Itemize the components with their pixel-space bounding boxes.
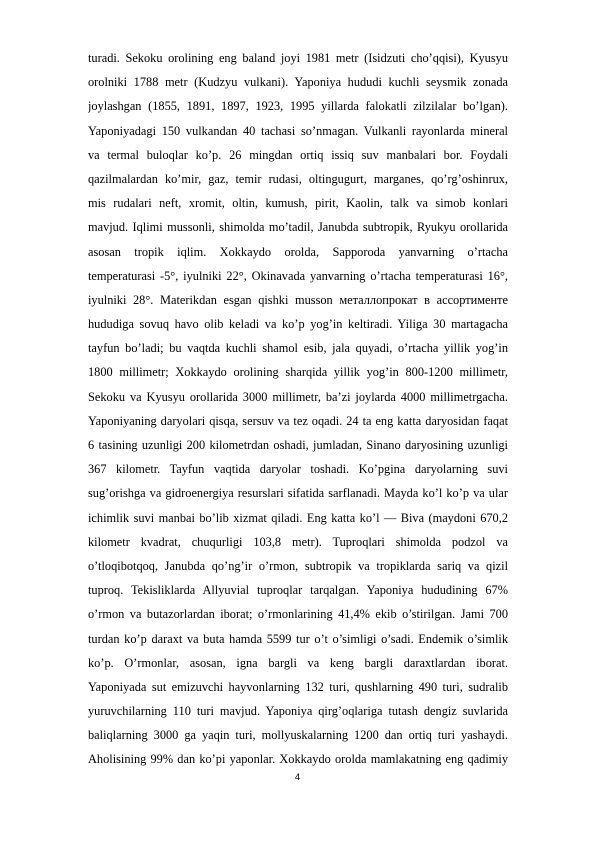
text-line: tuproq. Tekisliklarda Allyuvial tuproqlar tarqalgan. Yaponiya hududining 67%: [88, 583, 508, 598]
text-line: o’rmon va butazorlardan iborat; o’rmonlarining 41,4% ekib o’stirilgan. Jami 700: [88, 607, 508, 622]
text-line: qazilmalardan ko’mir, gaz, temir rudasi, oltingugurt, marganes, qo’rg’oshinrux,: [88, 171, 508, 186]
page-number: 4: [294, 772, 301, 783]
text-line: orolniki 1788 metr (Kudzyu vulkani). Yaponiya hududi kuchli seysmik zonada: [88, 75, 508, 90]
text-line: 1800 millimetr; Xokkaydo orolining sharqida yillik yog’in 800-1200 millimetr,: [88, 365, 508, 380]
text-line: yuruvchilarning 110 turi mavjud. Yaponiya qirg’oqlariga tutash dengiz suvlarida: [88, 704, 508, 719]
text-line: hududiga sovuq havo olib keladi va ko’p yog’in keltiradi. Yiliga 30 martagacha: [88, 317, 508, 332]
text-line: iyulniki 28°. Materikdan esgan qishki musson металлопрокат в ассортименте: [88, 292, 508, 307]
text-line: Sekoku va Kyusyu orollarida 3000 millimetr, ba’zi joylarda 4000 millimetrgacha.: [88, 389, 508, 404]
text-line: sug’orishga va gidroenergiya resurslari sifatida sarflanadi. Mayda ko’l ko’p va ular: [88, 486, 508, 501]
text-line: joylashgan (1855, 1891, 1897, 1923, 1995 yillarda falokatli zilzilalar bo’lgan).: [88, 99, 508, 114]
text-line: temperaturasi -5°, iyulniki 22°, Okinavada yanvarning o’rtacha temperaturasi 16°,: [88, 268, 508, 283]
text-line: va termal buloqlar ko’p. 26 mingdan ortiq issiq suv manbalari bor. Foydali: [88, 147, 508, 162]
text-line: mavjud. Iqlimi mussonli, shimolda mo’tadil, Janubda subtropik, Ryukyu orollarida: [88, 220, 508, 235]
text-line: ko’p. O’rmonlar, asosan, igna bargli va keng bargli daraxtlardan iborat.: [88, 655, 508, 670]
text-line: Aholisining 99% dan ko’pi yaponlar. Xokkaydo orolda mamlakatning eng qadimiy: [88, 752, 508, 767]
text-line: 6 tasining uzunligi 200 kilometrdan oshadi, jumladan, Sinano daryosining uzunligi: [88, 438, 508, 452]
text-line: turdan ko’p daraxt va buta hamda 5599 tur o’t o’simligi o’sadi. Endemik o’simlik: [88, 631, 508, 646]
text-line: ichimlik suvi manbai bo’lib xizmat qiladi. Eng katta ko’l — Biva (maydoni 670,2: [88, 510, 508, 525]
text-line: Yaponiyada sut emizuvchi hayvonlarning 132 turi, qushlarning 490 turi, sudralib: [88, 679, 508, 694]
text-line: asosan tropik iqlim. Xokkaydo orolda, Sapporoda yanvarning o’rtacha: [88, 244, 508, 259]
text-line: turadi. Sekoku orolining eng baland joyi 1981 metr (Isidzuti cho’qqisi), Kyusyu: [88, 51, 508, 65]
text-line: o’tloqibotqoq, Janubda qo’ng’ir o’rmon, subtropik va tropiklarda sariq va qizil: [88, 558, 508, 573]
body-text: [88, 46, 508, 772]
text-line: baliqlarning 3000 ga yaqin turi, mollyuskalarning 1200 dan ortiq turi yashaydi.: [88, 728, 508, 743]
text-line: mis rudalari neft, xromit, oltin, kumush, pirit, Kaolin, talk va simob konlari: [88, 196, 508, 211]
text-line: Yaponiyaning daryolari qisqa, sersuv va tez oqadi. 24 ta eng katta daryosidan faqat: [88, 413, 508, 428]
text-line: 367 kilometr. Tayfun vaqtida daryolar toshadi. Ko’pgina daryolarning suvi: [88, 462, 508, 477]
text-line: Yaponiyadagi 150 vulkandan 40 tachasi so’nmagan. Vulkanli rayonlarda mineral: [88, 123, 508, 138]
text-line: tayfun bo’ladi; bu vaqtda kuchli shamol esib, jala quyadi, o’rtacha yillik yog’in: [88, 341, 508, 356]
text-line: kilometr kvadrat, chuqurligi 103,8 metr). Tuproqlari shimolda podzol va: [88, 534, 508, 549]
